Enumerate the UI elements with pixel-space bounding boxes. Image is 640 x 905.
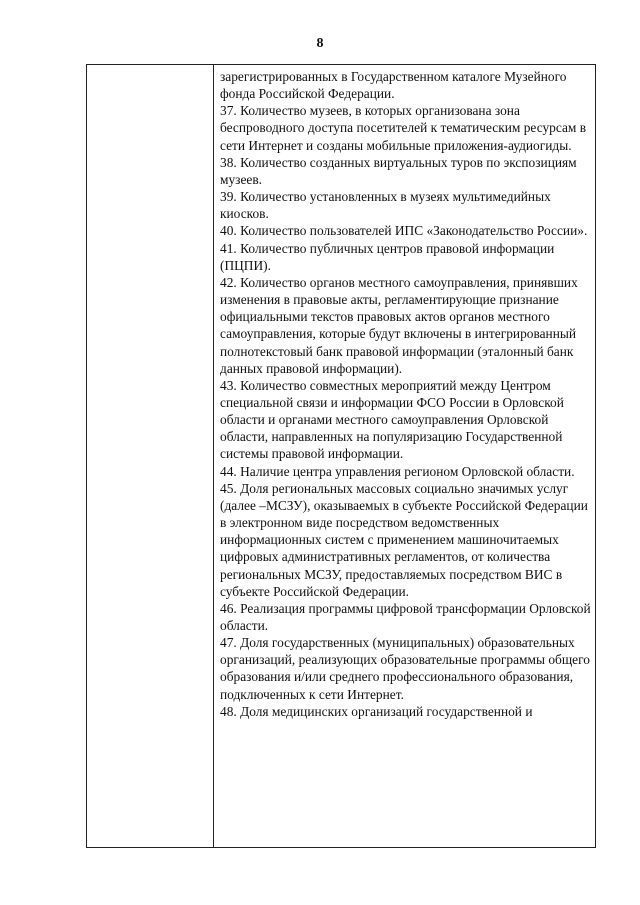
list-item-42: 42. Количество органов местного самоуправления, принявших изменения в правовые акты, регламентирующие признание официальными текстов правовых актов органов местного самоуправления, которые будут включены в интегрированный полнотекстовый банк правовой информации (эталонный банк данных правовой информации). — [220, 274, 578, 376]
list-item-39: 39. Количество установленных в музеях мультимедийных киосков. — [220, 189, 551, 222]
page-number: 8 — [316, 36, 324, 51]
list-item-41: 41. Количество публичных центров правовой информации (ПЦПИ). — [220, 240, 555, 273]
indicator-table — [86, 64, 596, 848]
list-item-38: 38. Количество созданных виртуальных туров по экспозициям музеев. — [220, 154, 577, 187]
table-right-cell — [214, 65, 595, 847]
list-item-37: 37. Количество музеев, в которых организована зона беспроводного доступа посетителей к тематическим ресурсам в сети Интернет и созданы мобильные приложения-аудиогиды. — [220, 103, 587, 153]
list-item-48: 48. Доля медицинских организаций государственной и — [220, 703, 533, 719]
list-item-46: 46. Реализация программы цифровой трансформации Орловской области. — [220, 600, 591, 633]
table-left-cell — [87, 65, 214, 847]
list-item-44: 44. Наличие центра управления регионом Орловской области. — [220, 463, 575, 479]
list-item-continuation: зарегистрированных в Государственном каталоге Музейного фонда Российской Федерации. — [220, 69, 567, 102]
list-item-45: 45. Доля региональных массовых социально значимых услуг (далее –МСЗУ), оказываемых в субъекте Российской Федерации в электронном виде посредством ведомственных информационных систем с применением машиночитаемых цифровых административных регламентов, от количества региональных МСЗУ, предоставляемых посредством ВИС в субъекте Российской Федерации. — [220, 480, 588, 599]
list-item-40: 40. Количество пользователей ИПС «Законодательство России». — [220, 223, 588, 239]
list-item-43: 43. Количество совместных мероприятий между Центром специальной связи и информации ФСО России в Орловской области и органами местного самоуправления Орловской области, направленных на популяризацию Государственной системы правовой информации. — [220, 377, 564, 462]
list-item-47: 47. Доля государственных (муниципальных) образовательных организаций, реализующих образовательные программы общего образования и/или среднего профессионального образования, подключенных к сети Интернет. — [220, 635, 590, 702]
